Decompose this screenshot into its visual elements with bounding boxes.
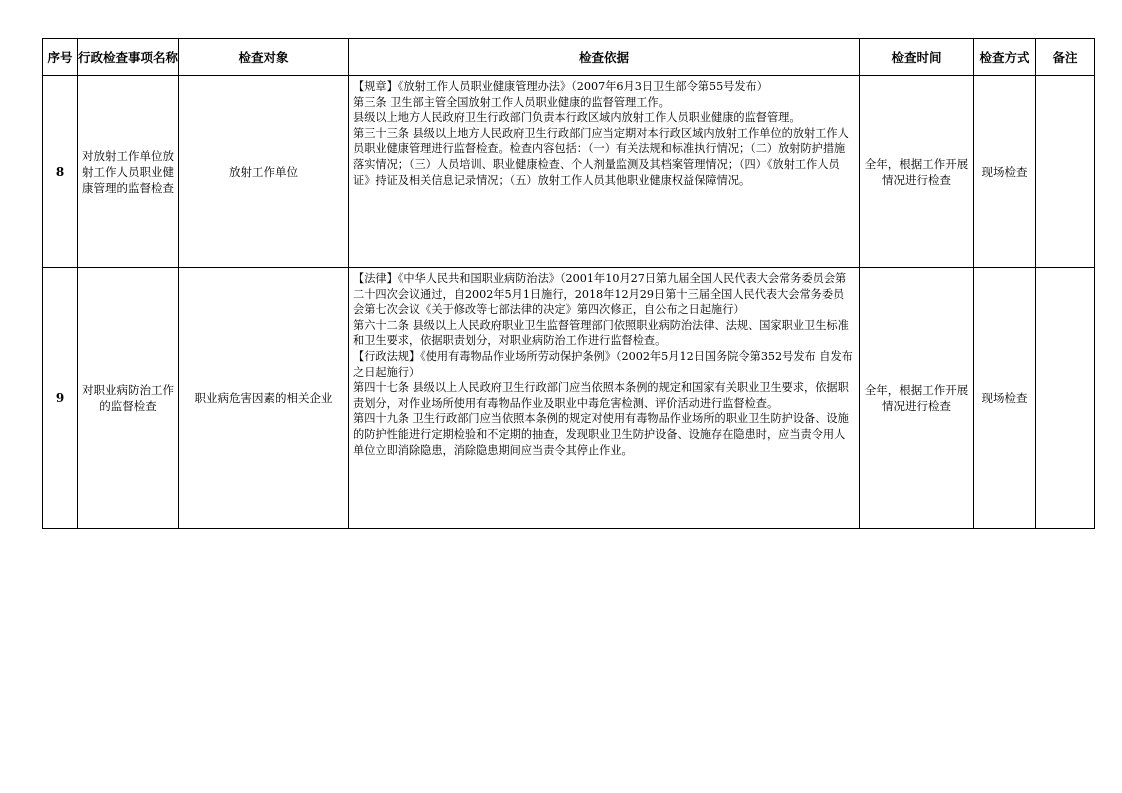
header-num: 序号 — [43, 39, 78, 76]
basis-line: 第六十二条 县级以上人民政府职业卫生监督管理部门依照职业病防治法律、法规、国家职业卫生标准和卫生要求，依据职责划分，对职业病防治工作进行监督检查。 — [353, 318, 849, 348]
row-basis — [349, 76, 860, 268]
inspection-table — [42, 38, 1095, 529]
basis-line: 【法律】《中华人民共和国职业病防治法》（2001年10月27日第九届全国人民代表大会常务委员会第二十四次会议通过，自2002年5月1日施行，2018年12月29日第十三届全国人民代表大会常务委员会第七次会议《关于修改等七部法律的决定》第四次修正，自公布之日起施行） — [353, 272, 847, 317]
row-remark — [1036, 76, 1095, 268]
header-basis: 检查依据 — [349, 39, 860, 76]
basis-line: 第三十三条 县级以上地方人民政府卫生行政部门应当定期对本行政区域内放射工作单位的放射工作人员职业健康管理进行监督检查。检查内容包括：（一）有关法规和标准执行情况；（二）放射防护措施落实情况；（三）人员培训、职业健康检查、个人剂量监测及其档案管理情况；（四）《放射工作人员证》持证及相关信息记录情况；（五）放射工作人员其他职业健康权益保障情况。 — [353, 126, 849, 187]
header-remark: 备注 — [1036, 39, 1095, 76]
row-object: 职业病危害因素的相关企业 — [179, 268, 349, 529]
row-time: 全年，根据工作开展情况进行检查 — [860, 76, 974, 268]
row-method: 现场检查 — [974, 76, 1036, 268]
row-item: 对职业病防治工作的监督检查 — [78, 268, 179, 529]
basis-line: 第四十七条 县级以上人民政府卫生行政部门应当依照本条例的规定和国家有关职业卫生要求，依据职责划分，对作业场所使用有毒物品作业及职业中毒危害检测、评价活动进行监督检查。 — [353, 381, 849, 410]
basis-line: 【行政法规】《使用有毒物品作业场所劳动保护条例》（2002年5月12日国务院令第352号发布 自发布之日起施行） — [353, 349, 853, 379]
basis-line: 第四十九条 卫生行政部门应当依照本条例的规定对使用有毒物品作业场所的职业卫生防护设备、设施的防护性能进行定期检验和不定期的抽查，发现职业卫生防护设备、设施存在隐患时，应当责令用人单位立即消除隐患，消除隐患期间应当责令其停止作业。 — [353, 412, 849, 457]
header-method: 检查方式 — [974, 39, 1036, 76]
row-time: 全年，根据工作开展情况进行检查 — [860, 268, 974, 529]
row-object: 放射工作单位 — [179, 76, 349, 268]
row-remark — [1036, 268, 1095, 529]
row-item: 对放射工作单位放射工作人员职业健康管理的监督检查 — [78, 76, 179, 268]
basis-line: 【规章】《放射工作人员职业健康管理办法》（2007年6月3日卫生部令第55号发布） — [353, 80, 768, 93]
header-time: 检查时间 — [860, 39, 974, 76]
row-num: 8 — [43, 76, 78, 268]
header-item: 行政检查事项名称 — [78, 39, 179, 76]
table-row — [43, 268, 1095, 529]
basis-line: 县级以上地方人民政府卫生行政部门负责本行政区域内放射工作人员职业健康的监督管理。 — [353, 111, 801, 125]
header-object: 检查对象 — [179, 39, 349, 76]
header-row — [43, 39, 1095, 76]
row-num: 9 — [43, 268, 78, 529]
basis-line: 第三条 卫生部主管全国放射工作人员职业健康的监督管理工作。 — [353, 95, 670, 109]
table-row — [43, 76, 1095, 268]
row-basis — [349, 268, 860, 529]
row-method: 现场检查 — [974, 268, 1036, 529]
